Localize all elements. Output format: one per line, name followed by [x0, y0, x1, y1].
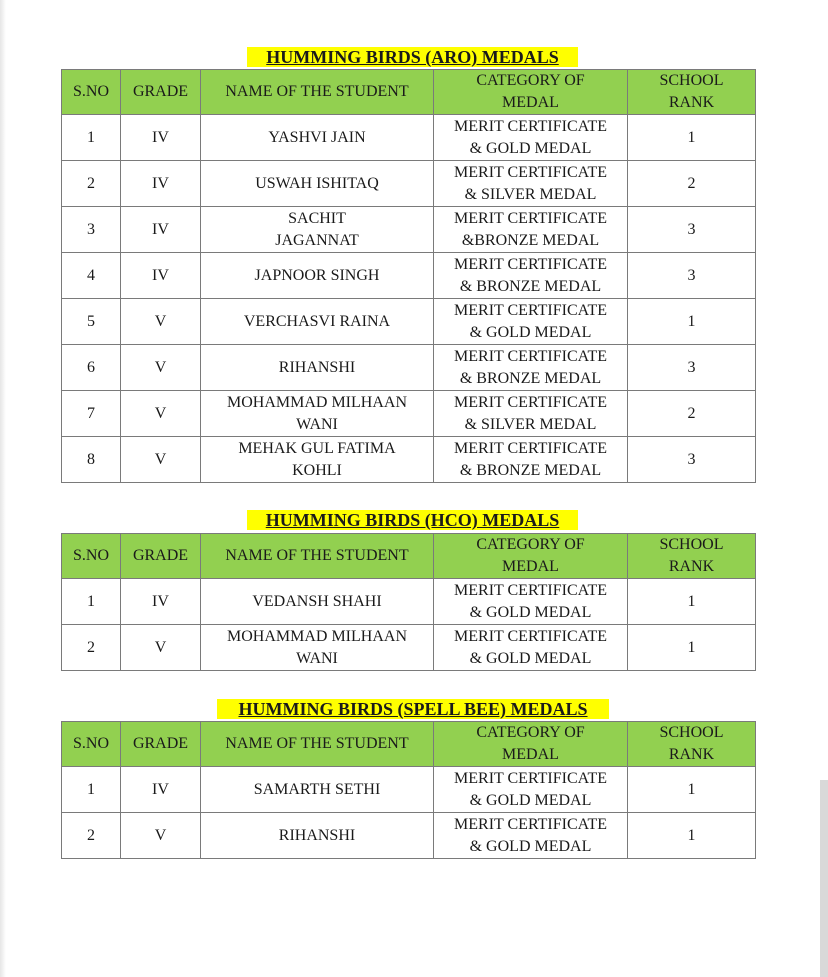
spell-bee-medals-table: [61, 721, 756, 859]
cell-grade: IV: [121, 767, 201, 813]
cell-name: YASHVI JAIN: [201, 115, 434, 161]
header-grade: GRADE: [121, 534, 201, 579]
cell-name: JAPNOOR SINGH: [201, 253, 434, 299]
cell-category: MERIT CERTIFICATE & SILVER MEDAL: [434, 161, 628, 207]
table-row: [62, 437, 756, 483]
cell-name: VEDANSH SHAHI: [201, 579, 434, 625]
cell-sno: 1: [62, 579, 121, 625]
cell-rank: 2: [628, 161, 756, 207]
cell-grade: V: [121, 813, 201, 859]
table-row: [62, 115, 756, 161]
cell-category: MERIT CERTIFICATE & BRONZE MEDAL: [434, 253, 628, 299]
section-title: HUMMING BIRDS (SPELL BEE) MEDALS: [217, 699, 609, 719]
table-row: [62, 161, 756, 207]
cell-grade: V: [121, 625, 201, 671]
cell-name: SACHIT JAGANNAT: [201, 207, 434, 253]
header-sno: S.NO: [62, 722, 121, 767]
cell-rank: 1: [628, 115, 756, 161]
table-row: [62, 253, 756, 299]
header-grade: GRADE: [121, 722, 201, 767]
header-name: NAME OF THE STUDENT: [201, 70, 434, 115]
header-sno: S.NO: [62, 534, 121, 579]
cell-category: MERIT CERTIFICATE & GOLD MEDAL: [434, 625, 628, 671]
cell-sno: 6: [62, 345, 121, 391]
table-row: [62, 391, 756, 437]
cell-sno: 7: [62, 391, 121, 437]
cell-name: MOHAMMAD MILHAAN WANI: [201, 391, 434, 437]
cell-name: USWAH ISHITAQ: [201, 161, 434, 207]
section-title: HUMMING BIRDS (HCO) MEDALS: [247, 510, 578, 530]
table-row: [62, 579, 756, 625]
cell-name: MEHAK GUL FATIMA KOHLI: [201, 437, 434, 483]
cell-grade: IV: [121, 207, 201, 253]
table-header-row: [62, 722, 756, 767]
cell-sno: 8: [62, 437, 121, 483]
table-row: [62, 299, 756, 345]
cell-rank: 2: [628, 391, 756, 437]
header-category: CATEGORY OF MEDAL: [434, 722, 628, 767]
cell-grade: IV: [121, 115, 201, 161]
cell-rank: 1: [628, 299, 756, 345]
cell-name: SAMARTH SETHI: [201, 767, 434, 813]
cell-sno: 1: [62, 115, 121, 161]
cell-rank: 3: [628, 345, 756, 391]
cell-rank: 3: [628, 207, 756, 253]
cell-name: VERCHASVI RAINA: [201, 299, 434, 345]
cell-sno: 4: [62, 253, 121, 299]
cell-sno: 2: [62, 625, 121, 671]
table-header-row: [62, 534, 756, 579]
cell-rank: 1: [628, 813, 756, 859]
cell-category: MERIT CERTIFICATE & GOLD MEDAL: [434, 299, 628, 345]
cell-rank: 1: [628, 767, 756, 813]
cell-name: MOHAMMAD MILHAAN WANI: [201, 625, 434, 671]
cell-name: RIHANSHI: [201, 813, 434, 859]
cell-sno: 2: [62, 813, 121, 859]
header-category: CATEGORY OF MEDAL: [434, 534, 628, 579]
cell-category: MERIT CERTIFICATE & GOLD MEDAL: [434, 579, 628, 625]
cell-category: MERIT CERTIFICATE & BRONZE MEDAL: [434, 437, 628, 483]
page-edge-shadow: [0, 0, 6, 977]
table-header-row: [62, 70, 756, 115]
table-row: [62, 207, 756, 253]
cell-sno: 2: [62, 161, 121, 207]
table-row: [62, 625, 756, 671]
hco-medals-table: [61, 533, 756, 671]
cell-category: MERIT CERTIFICATE & GOLD MEDAL: [434, 115, 628, 161]
cell-grade: V: [121, 345, 201, 391]
header-name: NAME OF THE STUDENT: [201, 534, 434, 579]
aro-medals-table: [61, 69, 756, 483]
table-row: [62, 345, 756, 391]
header-rank: SCHOOL RANK: [628, 70, 756, 115]
cell-sno: 5: [62, 299, 121, 345]
section-title: HUMMING BIRDS (ARO) MEDALS: [247, 47, 578, 67]
cell-rank: 3: [628, 253, 756, 299]
header-rank: SCHOOL RANK: [628, 534, 756, 579]
cell-grade: IV: [121, 579, 201, 625]
cell-category: MERIT CERTIFICATE & GOLD MEDAL: [434, 767, 628, 813]
table-row: [62, 767, 756, 813]
header-rank: SCHOOL RANK: [628, 722, 756, 767]
cell-grade: V: [121, 391, 201, 437]
cell-sno: 1: [62, 767, 121, 813]
cell-grade: IV: [121, 161, 201, 207]
page-edge-shadow-right: [820, 780, 828, 977]
cell-grade: IV: [121, 253, 201, 299]
cell-rank: 1: [628, 579, 756, 625]
cell-category: MERIT CERTIFICATE &BRONZE MEDAL: [434, 207, 628, 253]
header-sno: S.NO: [62, 70, 121, 115]
header-category: CATEGORY OF MEDAL: [434, 70, 628, 115]
cell-category: MERIT CERTIFICATE & BRONZE MEDAL: [434, 345, 628, 391]
header-name: NAME OF THE STUDENT: [201, 722, 434, 767]
cell-sno: 3: [62, 207, 121, 253]
cell-grade: V: [121, 299, 201, 345]
cell-rank: 1: [628, 625, 756, 671]
cell-category: MERIT CERTIFICATE & GOLD MEDAL: [434, 813, 628, 859]
table-row: [62, 813, 756, 859]
header-grade: GRADE: [121, 70, 201, 115]
cell-category: MERIT CERTIFICATE & SILVER MEDAL: [434, 391, 628, 437]
cell-grade: V: [121, 437, 201, 483]
cell-rank: 3: [628, 437, 756, 483]
cell-name: RIHANSHI: [201, 345, 434, 391]
